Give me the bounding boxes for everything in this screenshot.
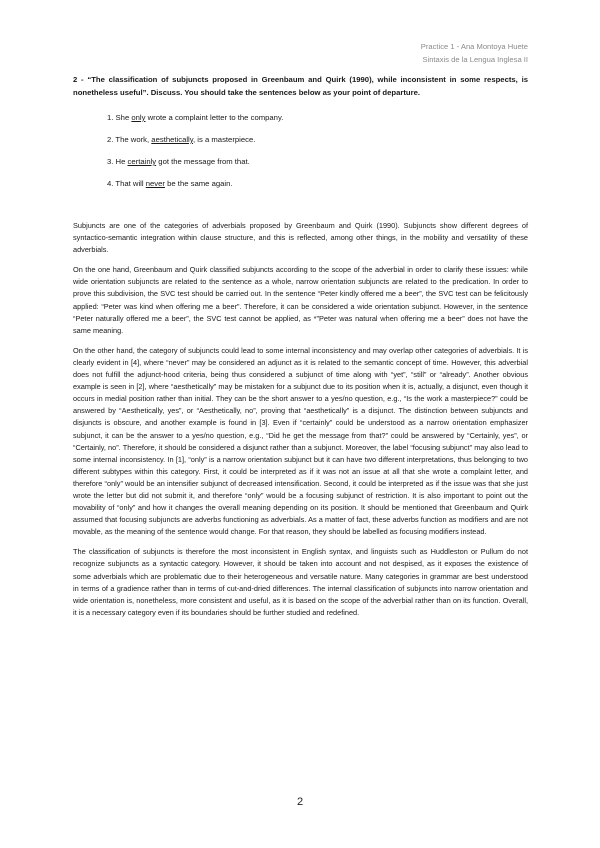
document-body [73, 73, 528, 627]
paragraph-inconsistency: On the other hand, the category of subjuncts could lead to some internal inconsistency and may overlap other categories of adverbials. It is clearly evident in [4], where “never” may be considered an adjunct as it is related to the semantic concept of time. However, this adverbial does not fulfill the adjunct-hood criteria, being thus considered a subjunct of time along with “yet”, “still” or “already”. Another obvious example is seen in [2], where “aesthetically” may be mistaken for a subjunct due to its position when it is, actually, a disjunct, even though it occurs in medial position rather than initial. They can be the short answer to a yes/no question, e.g., “Is the work a masterpiece?” could be answered by “Aesthetically, yes”, or “Aesthetically, no”, proving that “aesthetically” is a disjunct. The distinction between subjuncts and disjuncts is obscure, and another example is found in [3]. Even if “certainly” could be understood as a narrow orientation emphasizer subjunct, it can be the answer to a yes/no question, e.g., “Did he get the message from that?” could be answered by “Certainly, yes”, or “Certainly, no”. Therefore, it should be considered a disjunct rather than a subjunct. Moreover, the label “focusing subjunct” may also lead to some internal inconsistency. In [1], “only” is a narrow orientation subjunct but it can have two different interpretations, thus belonging to two different subtypes within this category. First, it could be interpreted as if it was not an issue at all that she wrote a complaint letter, and therefore “only” would be an intensifier subjunct of decreased intensification. Second, it could be interpreted as if the issue was that she just wrote the letter but did not submit it, and therefore “only” would be a focusing subjunct of restriction. It is also important to point out the movability of “only” and how it changes the overall meaning depending on its position. It should be mentioned that Greenbaum and Quirk assumed that focusing subjuncts are adverbs functioning as adverbials. As a matter of fact, these adverbs function as modifiers and are not movable, as the meaning of the sentence would change. For that reason, they should be labelled as focusing modifiers instead. [73, 345, 528, 537]
example-sentence: 3. He certainly got the message from that. [107, 157, 250, 166]
paragraph-conclusion: The classification of subjuncts is therefore the most inconsistent in English syntax, and linguists such as Huddleston or Pullum do not recognize subjuncts as a syntactic category. However, it should be taken into account and not despised, as it exposes the existence of some adverbials which are problematic due to their heterogeneous and versatile nature. Many categories in grammar are best understood in terms of a gradience rather than in terms of cut-and-dried differences. The internal classification of subjuncts into narrow orientation and wide orientation is, nonetheless, more consistent and useful, as it is based on the scope of the adverbial rather than on its function. Overall, it is a necessary category even if its boundaries should be further studied and redefined. [73, 547, 528, 617]
question-prompt: 2 - “The classification of subjuncts proposed in Greenbaum and Quirk (1990), while inconsistent in some respects, is nonetheless useful”. Discuss. You should take the sentences below as your point of departure. [73, 75, 528, 97]
example-sentence: 1. She only wrote a complaint letter to the company. [107, 113, 284, 122]
underlined-adverb: only [131, 113, 146, 122]
underlined-adverb: aesthetically [151, 135, 194, 144]
essay-text [73, 220, 528, 619]
example-sentence: 4. That will never be the same again. [107, 179, 233, 188]
paragraph-orientation: On the one hand, Greenbaum and Quirk classified subjuncts according to the scope of the adverbial in order to clarify these issues: while wide orientation subjuncts are related to the sentence as a whole, narrow orientation subjuncts are related to the predication. In order to prove this subdivision, the SVC test should be carried out. In the sentence “Peter kindly offered me a beer”, the SVC test can be felicitously applied: “Peter was kind when offering me a beer”. Therefore, it can be considered a wide orientation subjunct. However, in the sentence “Peter naturally offered me a beer”, the SVC test cannot be applied, as *”Peter was natural when offering me a beer” does not have the same meaning. [73, 265, 528, 335]
header-author: Practice 1 - Ana Montoya Huete [420, 42, 528, 51]
header-course: Sintaxis de la Lengua Inglesa II [422, 55, 528, 64]
page-number: 2 [296, 796, 304, 808]
underlined-adverb: certainly [127, 157, 157, 166]
example-sentence: 2. The work, aesthetically, is a masterpiece. [107, 135, 256, 144]
example-sentences [107, 112, 528, 189]
underlined-adverb: never [145, 179, 165, 188]
paragraph-introduction: Subjuncts are one of the categories of adverbials proposed by Greenbaum and Quirk (1990). Subjuncts show different degrees of syntactico-semantic integration within clause structure, and this is reflected, among other things, in the mobility and versatility of these adverbials. [73, 221, 528, 255]
page-header [421, 40, 528, 66]
